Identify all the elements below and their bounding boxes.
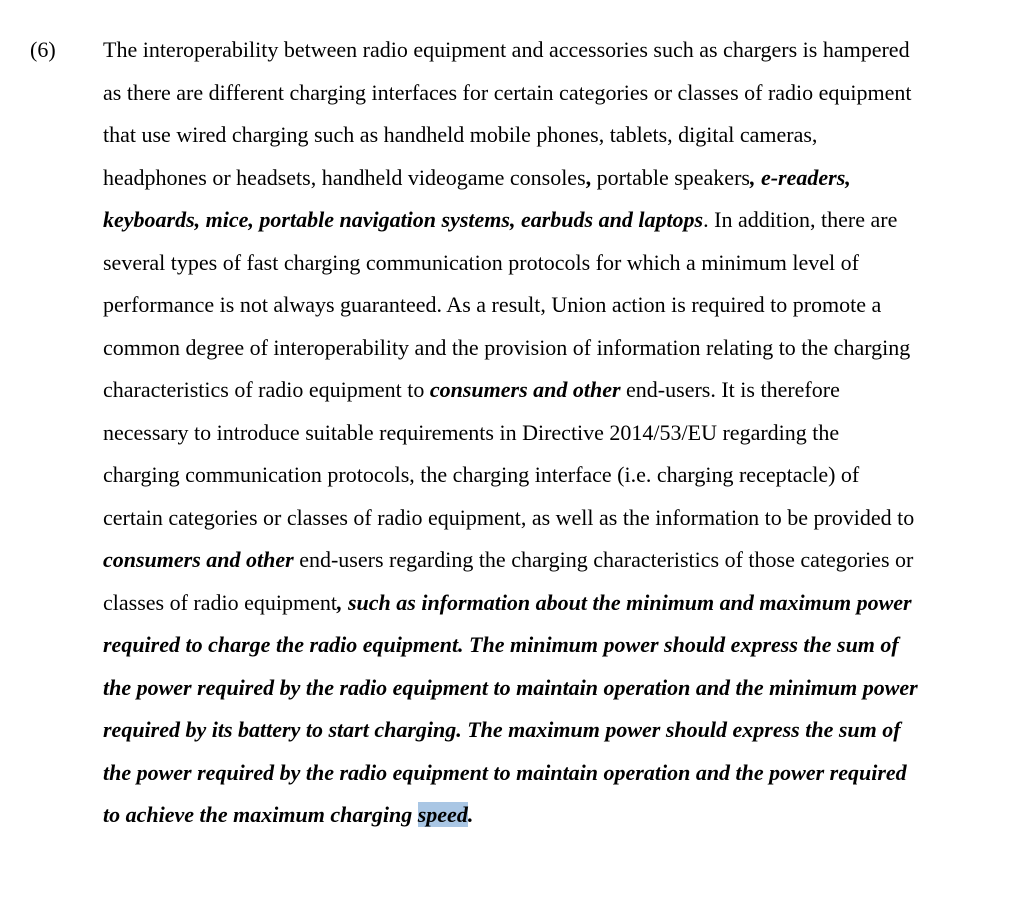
text-run: . In addition, there are [703,207,898,232]
text-run: that use wired charging such as handheld mobile phones, tablets, digital cameras, [103,122,818,147]
text-line [103,709,1012,752]
text-line [103,624,1012,667]
text-line [103,497,1012,540]
text-line [103,794,1012,837]
text-run: consumers and other [103,547,294,572]
text-line [103,284,1012,327]
text-line [103,667,1012,710]
text-run: keyboards, mice, portable navigation systems, earbuds and laptops [103,207,704,232]
text-line [103,157,1012,200]
text-run: as there are different charging interfaces for certain categories or classes of radio equipment [103,79,912,105]
text-line [103,412,1012,455]
text-run: certain categories or classes of radio equipment, as well as the information to be provided to [103,504,915,530]
text-run: characteristics of radio equipment to [103,377,430,402]
text-run: end-users regarding the charging characteristics of those categories or [293,547,914,572]
text-line [103,72,1012,115]
text-line [103,582,1012,625]
text-run: , such as information about the minimum and maximum power [337,589,912,615]
text-run: required to charge the radio equipment. The minimum power should express the sum of [103,632,899,657]
text-run: , [585,164,592,190]
text-line [103,242,1012,285]
text-line [103,752,1012,795]
text-run: end-users. It is therefore [620,377,840,402]
text-run: charging communication protocols, the charging interface (i.e. charging receptacle) of [103,462,860,487]
text-run: performance is not always guaranteed. As a result, Union action is required to promote a [103,292,882,317]
text-run: required by its battery to start charging. The maximum power should express the sum of [103,717,901,742]
text-line [103,114,1012,157]
text-run: portable speakers [591,164,750,190]
text-run: the power required by the radio equipment to maintain operation and the minimum power [103,674,918,700]
text-run: necessary to introduce suitable requirements in Directive 2014/53/EU regarding the [103,419,840,445]
text-run: to achieve the maximum charging [103,802,418,827]
text-line [103,454,1012,497]
text-line [103,539,1012,582]
text-line [103,199,1012,242]
text-run: several types of fast charging communication protocols for which a minimum level of [103,249,859,275]
text-run: . [467,802,474,827]
text-run: classes of radio equipment [103,589,337,615]
text-run: headphones or headsets, handheld videogame consoles [103,164,586,190]
text-run: common degree of interoperability and the provision of information relating to the charging [103,334,911,360]
paragraph-text [103,29,1012,837]
text-line [103,327,1012,370]
text-run: The interoperability between radio equipment and accessories such as chargers is hampered [103,37,910,62]
recital-6 [30,29,1012,837]
text-run: , e-readers, [749,164,851,190]
highlighted-text: speed [417,802,468,827]
text-line [103,369,1012,412]
text-run: consumers and other [429,377,621,402]
recital-number: (6) [30,37,56,62]
text-run: the power required by the radio equipment to maintain operation and the power required [103,759,907,785]
text-line [103,29,1012,72]
